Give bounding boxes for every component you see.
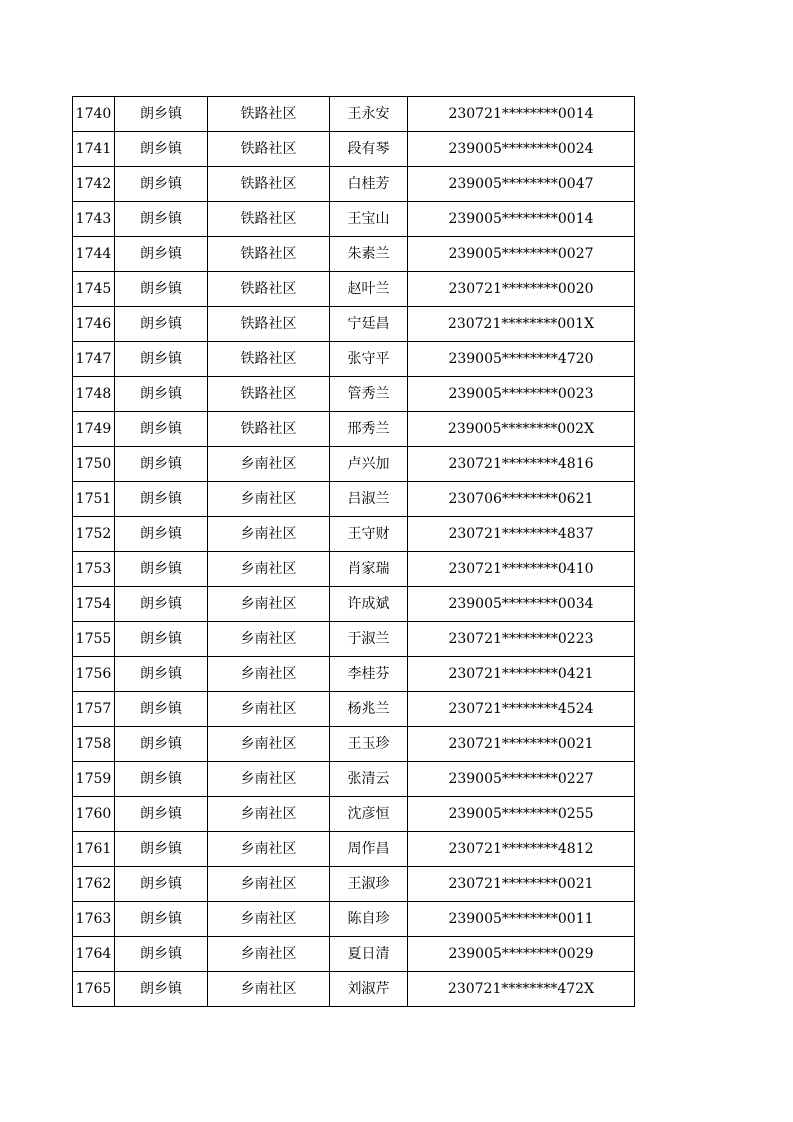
table-row (73, 167, 635, 202)
table-row (73, 727, 635, 762)
cell-number: 1751 (73, 482, 115, 517)
cell-community: 乡南社区 (208, 587, 330, 622)
cell-person-name: 王玉珍 (330, 727, 408, 762)
cell-person-name: 刘淑芹 (330, 972, 408, 1007)
cell-town: 朗乡镇 (115, 202, 208, 237)
cell-number: 1750 (73, 447, 115, 482)
cell-id-number: 239005********0011 (408, 902, 635, 937)
cell-number: 1757 (73, 692, 115, 727)
cell-number: 1755 (73, 622, 115, 657)
cell-id-number: 239005********0014 (408, 202, 635, 237)
cell-person-name: 朱素兰 (330, 237, 408, 272)
table-row (73, 832, 635, 867)
table-row (73, 237, 635, 272)
cell-number: 1764 (73, 937, 115, 972)
cell-town: 朗乡镇 (115, 692, 208, 727)
cell-community: 铁路社区 (208, 342, 330, 377)
cell-person-name: 夏日清 (330, 937, 408, 972)
cell-community: 铁路社区 (208, 412, 330, 447)
table-row (73, 762, 635, 797)
table-row (73, 202, 635, 237)
cell-community: 乡南社区 (208, 797, 330, 832)
cell-id-number: 230721********0021 (408, 727, 635, 762)
table-row (73, 692, 635, 727)
cell-town: 朗乡镇 (115, 377, 208, 412)
cell-town: 朗乡镇 (115, 657, 208, 692)
table-row (73, 412, 635, 447)
cell-number: 1760 (73, 797, 115, 832)
cell-town: 朗乡镇 (115, 832, 208, 867)
cell-community: 乡南社区 (208, 657, 330, 692)
cell-id-number: 230721********4816 (408, 447, 635, 482)
cell-community: 乡南社区 (208, 622, 330, 657)
cell-person-name: 陈自珍 (330, 902, 408, 937)
cell-town: 朗乡镇 (115, 622, 208, 657)
cell-person-name: 王永安 (330, 97, 408, 132)
cell-community: 铁路社区 (208, 97, 330, 132)
table-row (73, 132, 635, 167)
cell-person-name: 卢兴加 (330, 447, 408, 482)
cell-town: 朗乡镇 (115, 867, 208, 902)
cell-id-number: 230721********0421 (408, 657, 635, 692)
cell-town: 朗乡镇 (115, 237, 208, 272)
cell-community: 铁路社区 (208, 272, 330, 307)
cell-town: 朗乡镇 (115, 167, 208, 202)
cell-town: 朗乡镇 (115, 412, 208, 447)
cell-number: 1762 (73, 867, 115, 902)
cell-person-name: 王淑珍 (330, 867, 408, 902)
table-row (73, 482, 635, 517)
table-row (73, 307, 635, 342)
table-row (73, 272, 635, 307)
cell-number: 1749 (73, 412, 115, 447)
cell-town: 朗乡镇 (115, 587, 208, 622)
cell-person-name: 段有琴 (330, 132, 408, 167)
cell-number: 1756 (73, 657, 115, 692)
cell-person-name: 赵叶兰 (330, 272, 408, 307)
table-row (73, 552, 635, 587)
cell-number: 1746 (73, 307, 115, 342)
cell-id-number: 239005********0027 (408, 237, 635, 272)
cell-id-number: 230721********4524 (408, 692, 635, 727)
cell-community: 铁路社区 (208, 202, 330, 237)
cell-person-name: 周作昌 (330, 832, 408, 867)
cell-town: 朗乡镇 (115, 937, 208, 972)
cell-community: 铁路社区 (208, 377, 330, 412)
cell-community: 铁路社区 (208, 307, 330, 342)
table-row (73, 447, 635, 482)
cell-community: 乡南社区 (208, 482, 330, 517)
table-row (73, 937, 635, 972)
cell-town: 朗乡镇 (115, 482, 208, 517)
cell-id-number: 239005********0047 (408, 167, 635, 202)
cell-community: 乡南社区 (208, 832, 330, 867)
cell-person-name: 许成斌 (330, 587, 408, 622)
cell-id-number: 230721********0020 (408, 272, 635, 307)
table-row (73, 342, 635, 377)
cell-person-name: 张清云 (330, 762, 408, 797)
roster-table (72, 96, 635, 1007)
table-row (73, 377, 635, 412)
cell-number: 1754 (73, 587, 115, 622)
cell-id-number: 239005********0034 (408, 587, 635, 622)
cell-community: 铁路社区 (208, 132, 330, 167)
cell-id-number: 239005********0227 (408, 762, 635, 797)
cell-person-name: 杨兆兰 (330, 692, 408, 727)
cell-community: 乡南社区 (208, 867, 330, 902)
table-row (73, 587, 635, 622)
cell-id-number: 239005********0029 (408, 937, 635, 972)
cell-id-number: 239005********002X (408, 412, 635, 447)
cell-id-number: 230721********4812 (408, 832, 635, 867)
cell-person-name: 管秀兰 (330, 377, 408, 412)
cell-person-name: 李桂芬 (330, 657, 408, 692)
cell-person-name: 于淑兰 (330, 622, 408, 657)
cell-community: 乡南社区 (208, 517, 330, 552)
table-row (73, 902, 635, 937)
roster-table-body (73, 97, 635, 1007)
cell-person-name: 肖家瑞 (330, 552, 408, 587)
cell-person-name: 吕淑兰 (330, 482, 408, 517)
cell-person-name: 宁廷昌 (330, 307, 408, 342)
cell-number: 1765 (73, 972, 115, 1007)
cell-community: 铁路社区 (208, 167, 330, 202)
cell-number: 1741 (73, 132, 115, 167)
cell-town: 朗乡镇 (115, 342, 208, 377)
cell-community: 乡南社区 (208, 937, 330, 972)
cell-number: 1747 (73, 342, 115, 377)
cell-id-number: 230721********0021 (408, 867, 635, 902)
cell-community: 乡南社区 (208, 762, 330, 797)
table-row (73, 517, 635, 552)
cell-community: 乡南社区 (208, 447, 330, 482)
cell-number: 1761 (73, 832, 115, 867)
cell-number: 1753 (73, 552, 115, 587)
cell-town: 朗乡镇 (115, 307, 208, 342)
cell-number: 1759 (73, 762, 115, 797)
cell-number: 1740 (73, 97, 115, 132)
table-row (73, 867, 635, 902)
table-row (73, 97, 635, 132)
cell-community: 铁路社区 (208, 237, 330, 272)
cell-id-number: 239005********0023 (408, 377, 635, 412)
cell-id-number: 230721********0410 (408, 552, 635, 587)
cell-number: 1745 (73, 272, 115, 307)
cell-town: 朗乡镇 (115, 517, 208, 552)
cell-id-number: 230721********472X (408, 972, 635, 1007)
cell-id-number: 230706********0621 (408, 482, 635, 517)
cell-community: 乡南社区 (208, 552, 330, 587)
cell-community: 乡南社区 (208, 972, 330, 1007)
cell-person-name: 白桂芳 (330, 167, 408, 202)
cell-id-number: 230721********0014 (408, 97, 635, 132)
cell-person-name: 王守财 (330, 517, 408, 552)
cell-number: 1752 (73, 517, 115, 552)
cell-town: 朗乡镇 (115, 132, 208, 167)
table-row (73, 622, 635, 657)
cell-town: 朗乡镇 (115, 762, 208, 797)
cell-number: 1743 (73, 202, 115, 237)
cell-town: 朗乡镇 (115, 902, 208, 937)
cell-town: 朗乡镇 (115, 797, 208, 832)
cell-id-number: 230721********0223 (408, 622, 635, 657)
cell-number: 1748 (73, 377, 115, 412)
cell-number: 1763 (73, 902, 115, 937)
cell-number: 1742 (73, 167, 115, 202)
cell-town: 朗乡镇 (115, 97, 208, 132)
cell-id-number: 230721********4837 (408, 517, 635, 552)
cell-town: 朗乡镇 (115, 552, 208, 587)
table-row (73, 972, 635, 1007)
cell-community: 乡南社区 (208, 902, 330, 937)
cell-id-number: 239005********0255 (408, 797, 635, 832)
cell-town: 朗乡镇 (115, 727, 208, 762)
cell-id-number: 239005********0024 (408, 132, 635, 167)
cell-number: 1744 (73, 237, 115, 272)
cell-id-number: 230721********001X (408, 307, 635, 342)
cell-community: 乡南社区 (208, 692, 330, 727)
cell-town: 朗乡镇 (115, 972, 208, 1007)
table-row (73, 657, 635, 692)
cell-town: 朗乡镇 (115, 447, 208, 482)
cell-person-name: 王宝山 (330, 202, 408, 237)
cell-id-number: 239005********4720 (408, 342, 635, 377)
cell-person-name: 沈彦恒 (330, 797, 408, 832)
cell-person-name: 张守平 (330, 342, 408, 377)
table-row (73, 797, 635, 832)
cell-number: 1758 (73, 727, 115, 762)
cell-person-name: 邢秀兰 (330, 412, 408, 447)
cell-community: 乡南社区 (208, 727, 330, 762)
cell-town: 朗乡镇 (115, 272, 208, 307)
